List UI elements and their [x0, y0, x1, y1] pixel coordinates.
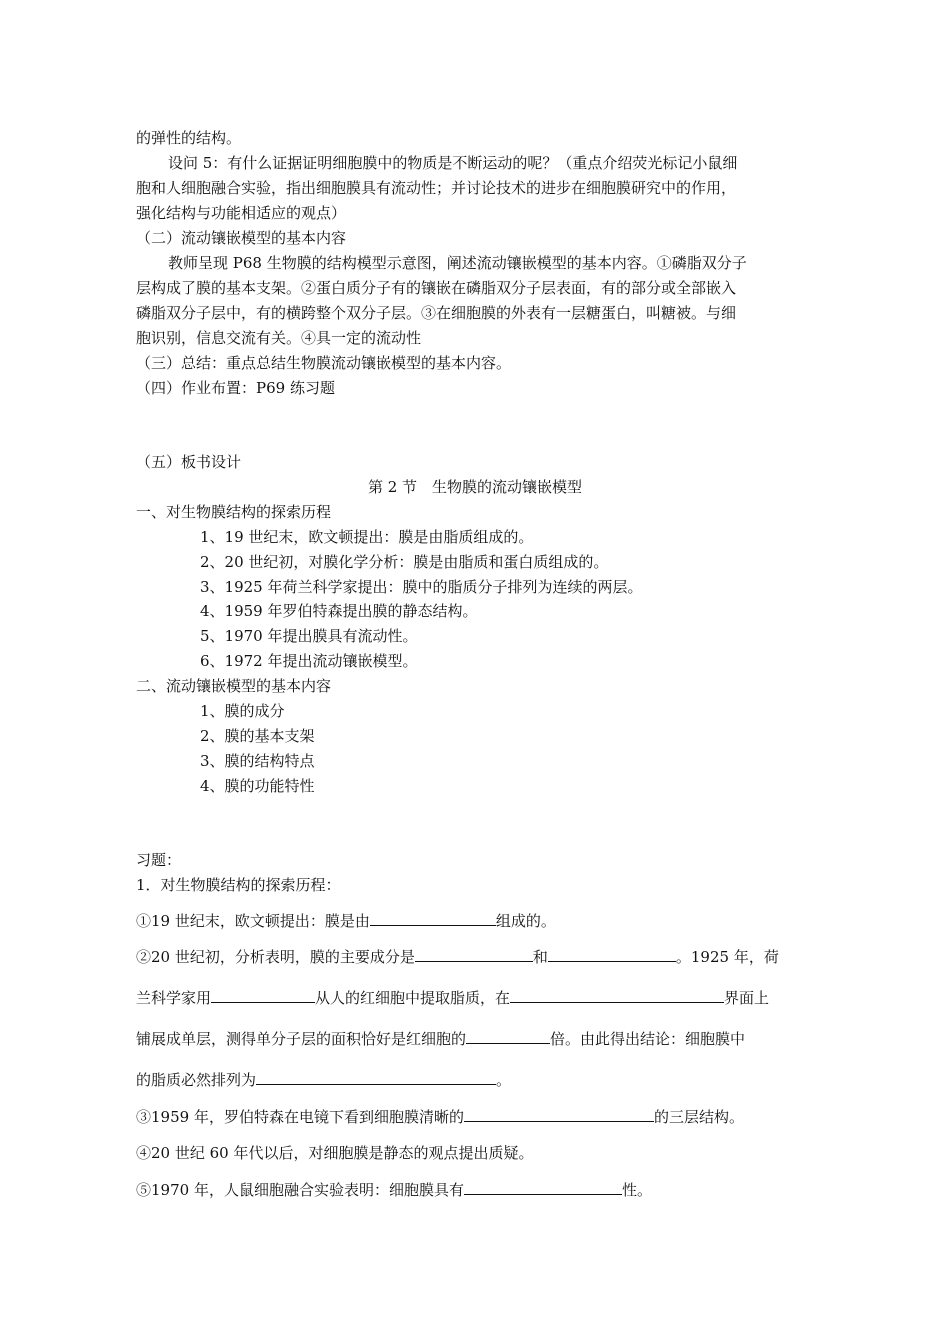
section-heading: （四）作业布置：P69 练习题 — [136, 379, 335, 397]
exercise-text: 。 — [496, 1071, 512, 1089]
board-list-item: 6、1972 年提出流动镶嵌模型。 — [200, 652, 418, 670]
exercise-item-2-line — [136, 988, 769, 1008]
paragraph-line: 磷脂双分子层中，有的横跨整个双分子层。③在细胞膜的外表有一层糖蛋白，叫糖被。与细 — [136, 304, 737, 322]
question-5-line: 设问 5：有什么证据证明细胞膜中的物质是不断运动的呢？（重点介绍荧光标记小鼠细 — [168, 154, 738, 172]
question-5-line: 胞和人细胞融合实验，指出细胞膜具有流动性；并讨论技术的进步在细胞膜研究中的作用， — [136, 179, 737, 197]
exercise-text: ③1959 年，罗伯特森在电镜下看到细胞膜清晰的 — [136, 1108, 464, 1126]
exercise-text: 界面上 — [724, 989, 770, 1007]
board-list-item: 2、膜的基本支架 — [200, 727, 315, 745]
exercise-text: 组成的。 — [495, 912, 556, 930]
exercise-item-2-line — [136, 947, 779, 967]
board-list-item: 1、膜的成分 — [200, 702, 285, 720]
exercise-item-2-line — [136, 1070, 511, 1090]
board-title: 第 2 节 生物膜的流动镶嵌模型 — [367, 478, 583, 496]
board-part-heading: 一、对生物膜结构的探索历程 — [136, 503, 332, 521]
paragraph-line: 教师呈现 P68 生物膜的结构模型示意图，阐述流动镶嵌模型的基本内容。①磷脂双分子 — [168, 254, 747, 272]
board-part-heading: 二、流动镶嵌模型的基本内容 — [136, 677, 332, 695]
exercise-question: 1．对生物膜结构的探索历程： — [136, 876, 341, 894]
exercise-item-4: ④20 世纪 60 年代以后，对细胞膜是静态的观点提出质疑。 — [136, 1144, 534, 1162]
board-list-item: 4、1959 年罗伯特森提出膜的静态结构。 — [200, 602, 478, 620]
answer-blank[interactable] — [370, 911, 496, 926]
exercise-heading: 习题： — [136, 851, 182, 869]
answer-blank[interactable] — [464, 1180, 622, 1195]
section-heading: （二）流动镶嵌模型的基本内容 — [136, 229, 347, 247]
board-list-item: 1、19 世纪末，欧文顿提出：膜是由脂质组成的。 — [200, 528, 534, 546]
exercise-item-2-line — [136, 1029, 745, 1049]
exercise-text: 和 — [532, 948, 548, 966]
exercise-item-5 — [136, 1180, 652, 1200]
board-list-item: 5、1970 年提出膜具有流动性。 — [200, 627, 418, 645]
paragraph-line: 胞识别，信息交流有关。④具一定的流动性 — [136, 329, 422, 347]
answer-blank[interactable] — [466, 1029, 550, 1044]
answer-blank[interactable] — [415, 947, 533, 962]
answer-blank[interactable] — [548, 947, 676, 962]
exercise-text: 。1925 年，荷 — [675, 948, 779, 966]
exercise-item-3 — [136, 1107, 744, 1127]
board-list-item: 3、1925 年荷兰科学家提出：膜中的脂质分子排列为连续的两层。 — [200, 578, 643, 596]
exercise-text: ①19 世纪末，欧文顿提出：膜是由 — [136, 912, 370, 930]
exercise-text: 从人的红细胞中提取脂质，在 — [315, 989, 511, 1007]
exercise-text: 兰科学家用 — [136, 989, 212, 1007]
answer-blank[interactable] — [464, 1107, 654, 1122]
section-heading: （五）板书设计 — [136, 453, 242, 471]
exercise-text: 的脂质必然排列为 — [136, 1071, 257, 1089]
answer-blank[interactable] — [211, 988, 315, 1003]
paragraph-line: 层构成了膜的基本支架。②蛋白质分子有的镶嵌在磷脂双分子层表面，有的部分或全部嵌入 — [136, 279, 737, 297]
section-heading: （三）总结：重点总结生物膜流动镶嵌模型的基本内容。 — [136, 354, 512, 372]
question-5-line: 强化结构与功能相适应的观点） — [136, 204, 347, 222]
exercise-item-1 — [136, 911, 556, 931]
paragraph-line: 的弹性的结构。 — [136, 129, 242, 147]
board-list-item: 2、20 世纪初，对膜化学分析：膜是由脂质和蛋白质组成的。 — [200, 553, 609, 571]
answer-blank[interactable] — [256, 1070, 496, 1085]
answer-blank[interactable] — [510, 988, 724, 1003]
board-list-item: 3、膜的结构特点 — [200, 752, 315, 770]
exercise-text: ⑤1970 年，人鼠细胞融合实验表明：细胞膜具有 — [136, 1181, 464, 1199]
exercise-text: ②20 世纪初，分析表明，膜的主要成分是 — [136, 948, 415, 966]
exercise-text: 铺展成单层，测得单分子层的面积恰好是红细胞的 — [136, 1030, 467, 1048]
exercise-text: 倍。由此得出结论：细胞膜中 — [550, 1030, 746, 1048]
board-list-item: 4、膜的功能特性 — [200, 777, 315, 795]
exercise-text: 的三层结构。 — [653, 1108, 744, 1126]
exercise-text: 性。 — [621, 1181, 652, 1199]
